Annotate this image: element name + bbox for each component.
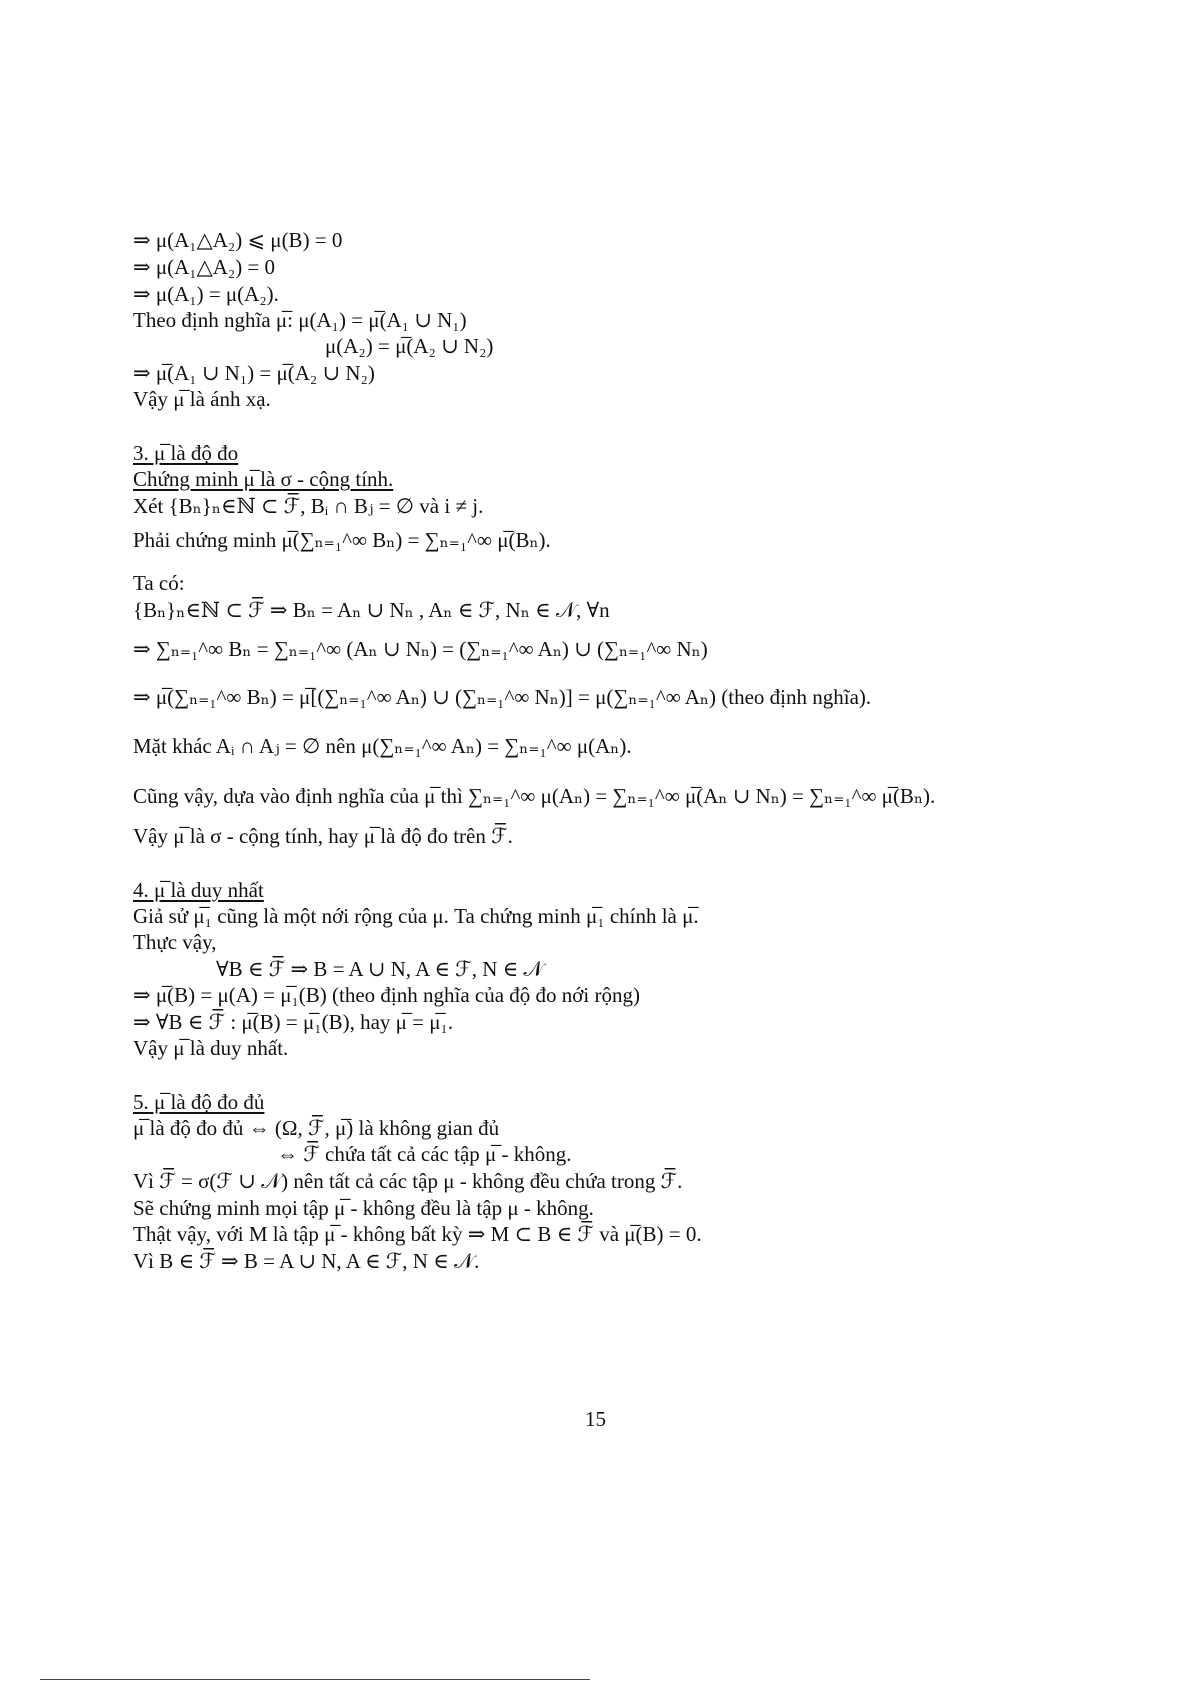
proof-line: Thực vậy, bbox=[133, 930, 217, 954]
proof-line: μ̅ là độ đo đủ ⇔ (Ω, ℱ̅, μ̅) là không gian đủ bbox=[133, 1116, 500, 1140]
proof-line: Vì B ∈ ℱ̅ ⇒ B = A ∪ N, A ∈ ℱ, N ∈ 𝒩. bbox=[133, 1249, 480, 1273]
proof-line: ⇒ μ̅(B) = μ(A) = μ̅₁(B) (theo định nghĩa của độ đo nới rộng) bbox=[133, 983, 640, 1007]
proof-line: Xét {Bₙ}ₙ∈ℕ ⊂ ℱ̅, Bᵢ ∩ Bⱼ = ∅ và i ≠ j. bbox=[133, 494, 484, 518]
proof-line: ⇒ μ̅(A₁ ∪ N₁) = μ̅(A₂ ∪ N₂) bbox=[133, 361, 375, 385]
proof-line: Vậy μ̅ là σ - cộng tính, hay μ̅ là độ đo trên ℱ̅. bbox=[133, 824, 513, 848]
proof-line: μ(A₂) = μ̅(A₂ ∪ N₂) bbox=[325, 334, 494, 358]
section-heading: 3. μ̅ là độ đo bbox=[133, 441, 239, 465]
proof-line: ⇒ μ(A₁) = μ(A₂). bbox=[133, 282, 279, 306]
proof-line: {Bₙ}ₙ∈ℕ ⊂ ℱ̅ ⇒ Bₙ = Aₙ ∪ Nₙ , Aₙ ∈ ℱ, Nₙ ∈ 𝒩, ∀n bbox=[133, 598, 610, 622]
proof-line: Giả sử μ̅₁ cũng là một nới rộng của μ. Ta chứng minh μ̅₁ chính là μ̅. bbox=[133, 904, 699, 928]
proof-line: ∀B ∈ ℱ̅ ⇒ B = A ∪ N, A ∈ ℱ, N ∈ 𝒩 bbox=[216, 957, 544, 981]
proof-line: Vậy μ̅ là duy nhất. bbox=[133, 1036, 289, 1060]
proof-line: ⇒ ∑ₙ₌₁^∞ Bₙ = ∑ₙ₌₁^∞ (Aₙ ∪ Nₙ) = (∑ₙ₌₁^∞ Aₙ) ∪ (∑ₙ₌₁^∞ Nₙ) bbox=[133, 637, 708, 661]
page-number: 15 bbox=[585, 1407, 606, 1431]
proof-line: ⇒ μ̅(∑ₙ₌₁^∞ Bₙ) = μ̅[(∑ₙ₌₁^∞ Aₙ) ∪ (∑ₙ₌₁^∞ Nₙ)] = μ(∑ₙ₌₁^∞ Aₙ) (theo định nghĩa). bbox=[133, 685, 872, 709]
proof-line: Vì ℱ̅ = σ(ℱ ∪ 𝒩) nên tất cả các tập μ - không đều chứa trong ℱ̅. bbox=[133, 1169, 683, 1193]
proof-line: Cũng vậy, dựa vào định nghĩa của μ̅ thì ∑ₙ₌₁^∞ μ(Aₙ) = ∑ₙ₌₁^∞ μ̅(Aₙ ∪ Nₙ) = ∑ₙ₌₁^∞ μ̅(Bₙ). bbox=[133, 784, 936, 808]
section-heading: 5. μ̅ là độ đo đủ bbox=[133, 1090, 265, 1114]
proof-line: ⇔ ℱ̅ chứa tất cả các tập μ̅ - không. bbox=[277, 1142, 572, 1166]
proof-line: Phải chứng minh μ̅(∑ₙ₌₁^∞ Bₙ) = ∑ₙ₌₁^∞ μ̅(Bₙ). bbox=[133, 528, 551, 552]
proof-line: ⇒ μ(A₁△A₂) = 0 bbox=[133, 255, 276, 279]
subsection-heading: Chứng minh μ̅ là σ - cộng tính. bbox=[133, 467, 394, 491]
proof-line: ⇒ ∀B ∈ ℱ̅ : μ̅(B) = μ̅₁(B), hay μ̅ = μ̅₁. bbox=[133, 1010, 454, 1034]
section-heading: 4. μ̅ là duy nhất bbox=[133, 878, 264, 902]
proof-line: Sẽ chứng minh mọi tập μ̅ - không đều là tập μ - không. bbox=[133, 1196, 594, 1220]
proof-line: Mặt khác Aᵢ ∩ Aⱼ = ∅ nên μ(∑ₙ₌₁^∞ Aₙ) = ∑ₙ₌₁^∞ μ(Aₙ). bbox=[133, 734, 632, 758]
proof-line: Ta có: bbox=[133, 571, 185, 595]
proof-line: ⇒ μ(A₁△A₂) ⩽ μ(B) = 0 bbox=[133, 228, 343, 252]
proof-line: Vậy μ̅ là ánh xạ. bbox=[133, 387, 271, 411]
footer-rule bbox=[40, 1679, 590, 1680]
proof-line: Thật vậy, với M là tập μ̅ - không bất kỳ ⇒ M ⊂ B ∈ ℱ̅ và μ̅(B) = 0. bbox=[133, 1222, 702, 1246]
proof-line: Theo định nghĩa μ̅: μ(A₁) = μ̅(A₁ ∪ N₁) bbox=[133, 308, 467, 332]
